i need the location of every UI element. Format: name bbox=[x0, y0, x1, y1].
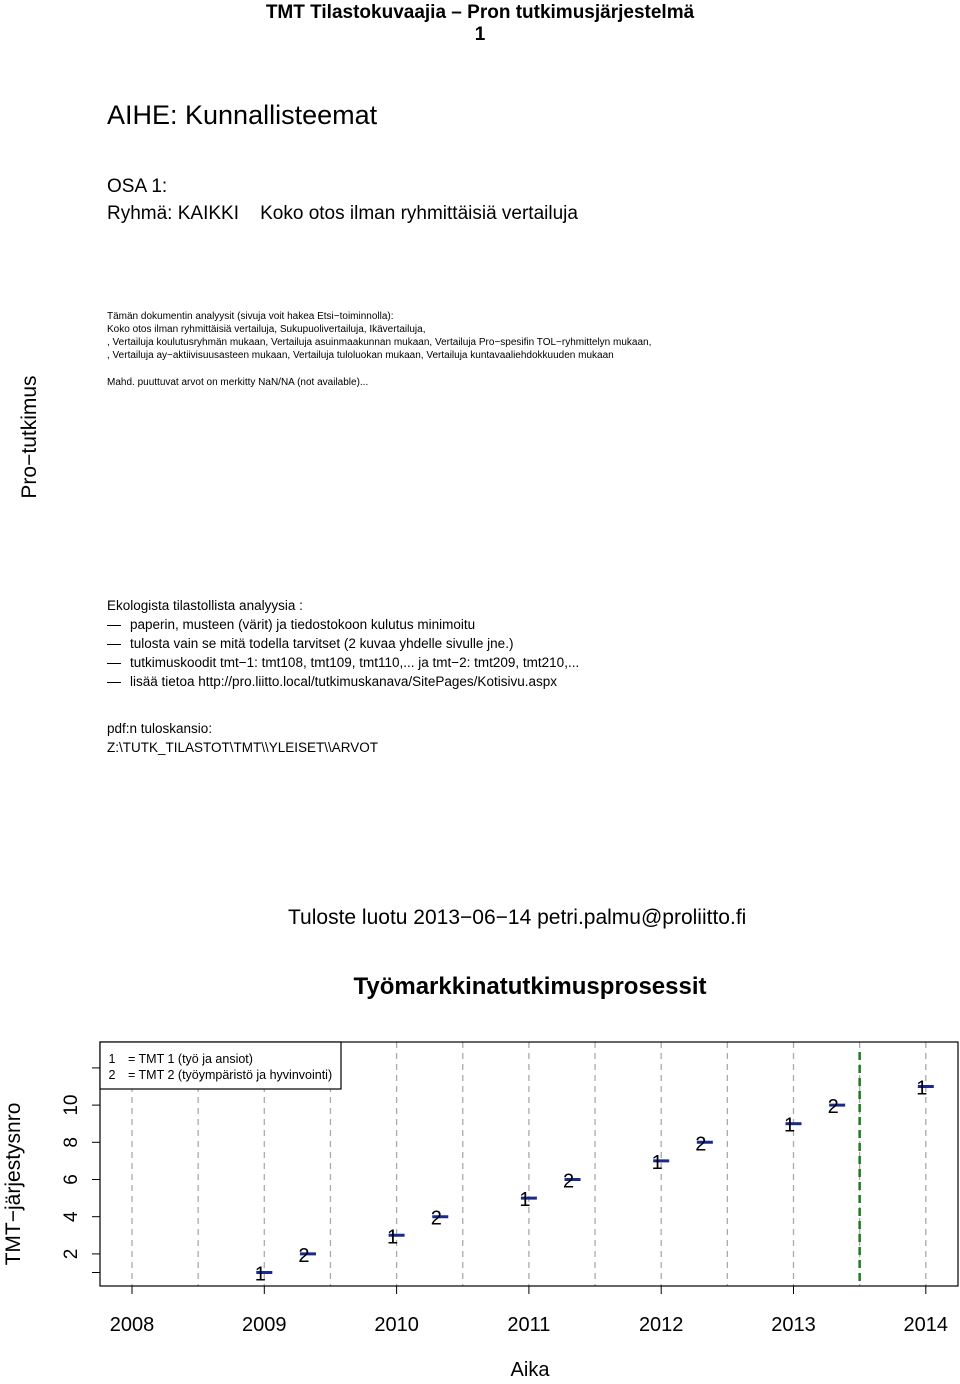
analyses-line: , Vertailuja ay−aktiivisuusasteen mukaan, Vertailuja tuloluokan mukaan, Vertailuja kuntavaaliehdokkuuden mukaan bbox=[107, 350, 614, 361]
data-label: 1 bbox=[783, 1114, 796, 1137]
x-tick-label: 2011 bbox=[507, 1314, 551, 1336]
ecology-item: tulosta vain se mitä todella tarvitset (2 kuvaa yhdelle sivulle jne.) bbox=[107, 634, 579, 653]
dash-icon bbox=[107, 663, 121, 664]
legend-code: 1 bbox=[108, 1052, 116, 1066]
part-block bbox=[107, 173, 578, 227]
legend-text: = TMT 2 (työympäristö ja hyvinvointi) bbox=[128, 1068, 333, 1082]
analyses-line: , Vertailuja koulutusryhmän mukaan, Vertailuja asuinmaakunnan mukaan, Vertailuja Pro−spesifin TOL−ryhmittelyn mukaan, bbox=[107, 337, 652, 348]
topic-title: AIHE: Kunnallisteemat bbox=[107, 100, 378, 130]
created-line: Tuloste luotu 2013−06−14 petri.palmu@proliitto.fi bbox=[288, 906, 747, 929]
page-number: 1 bbox=[474, 24, 486, 45]
data-label: 1 bbox=[519, 1189, 531, 1212]
ecology-item: lisää tietoa http://pro.liitto.local/tutkimuskanava/SitePages/Kotisivu.aspx bbox=[107, 672, 579, 691]
dash-icon bbox=[107, 682, 121, 683]
x-tick-label: 2009 bbox=[242, 1314, 287, 1336]
x-tick-label: 2010 bbox=[374, 1314, 419, 1336]
y-tick-label: 10 bbox=[61, 1094, 83, 1116]
y-tick-label: 8 bbox=[61, 1137, 83, 1148]
legend-code: 2 bbox=[108, 1068, 116, 1082]
group-label: Ryhmä: KAIKKI Koko otos ilman ryhmittäisiä vertailuja bbox=[107, 203, 578, 224]
data-label: 1 bbox=[916, 1077, 928, 1100]
dash-icon bbox=[107, 644, 121, 645]
ecology-item: paperin, musteen (värit) ja tiedostokoon kulutus minimoitu bbox=[107, 615, 579, 634]
x-axis-label: Aika bbox=[510, 1359, 550, 1381]
data-label: 1 bbox=[651, 1151, 663, 1174]
header-title: TMT Tilastokuvaajia – Pron tutkimusjärjestelmä bbox=[265, 2, 695, 23]
y-tick-label: 4 bbox=[61, 1211, 83, 1222]
x-tick-label: 2014 bbox=[903, 1314, 949, 1336]
pdf-folder bbox=[107, 719, 378, 757]
data-label: 2 bbox=[430, 1207, 442, 1230]
header bbox=[0, 2, 960, 46]
pdf-folder-path: Z:\TUTK_TILASTOT\TMT\\YLEISET\\ARVOT bbox=[107, 740, 379, 755]
analyses-list bbox=[107, 310, 651, 362]
data-label: 2 bbox=[562, 1170, 575, 1193]
y-tick-label: 6 bbox=[61, 1174, 83, 1185]
side-label: Pro−tutkimus bbox=[18, 375, 41, 499]
data-label: 1 bbox=[387, 1226, 399, 1249]
x-tick-label: 2012 bbox=[638, 1314, 684, 1336]
x-tick-label: 2008 bbox=[109, 1314, 155, 1336]
analyses-line: Koko otos ilman ryhmittäisiä vertailuja, Sukupuolivertailuja, Ikävertailuja, bbox=[107, 324, 426, 335]
y-tick-label: 2 bbox=[61, 1248, 83, 1260]
ecology-heading: Ekologista tilastollista analyysia : bbox=[107, 598, 303, 613]
legend-text: = TMT 1 (työ ja ansiot) bbox=[128, 1052, 253, 1066]
dash-icon bbox=[107, 625, 121, 626]
missing-note: Mahd. puuttuvat arvot on merkitty NaN/NA (not available)... bbox=[107, 377, 369, 388]
ecology-block bbox=[107, 596, 579, 691]
chart-title: Työmarkkinatutkimusprosessit bbox=[353, 973, 707, 1000]
analyses-line: Tämän dokumentin analyysit (sivuja voit hakea Etsi−toiminnolla): bbox=[107, 311, 394, 322]
data-label: 1 bbox=[254, 1263, 266, 1286]
data-label: 2 bbox=[298, 1244, 310, 1267]
data-label: 2 bbox=[827, 1096, 839, 1119]
ecology-item: tutkimuskoodit tmt−1: tmt108, tmt109, tmt110,... ja tmt−2: tmt209, tmt210,... bbox=[107, 653, 579, 672]
pdf-folder-label: pdf:n tuloskansio: bbox=[107, 721, 213, 736]
data-label: 2 bbox=[695, 1133, 707, 1156]
x-tick-label: 2013 bbox=[771, 1314, 816, 1336]
part-label: OSA 1: bbox=[107, 176, 168, 197]
timeline-chart bbox=[0, 1020, 960, 1384]
y-axis-label: TMT−järjestysnro bbox=[2, 1102, 25, 1266]
